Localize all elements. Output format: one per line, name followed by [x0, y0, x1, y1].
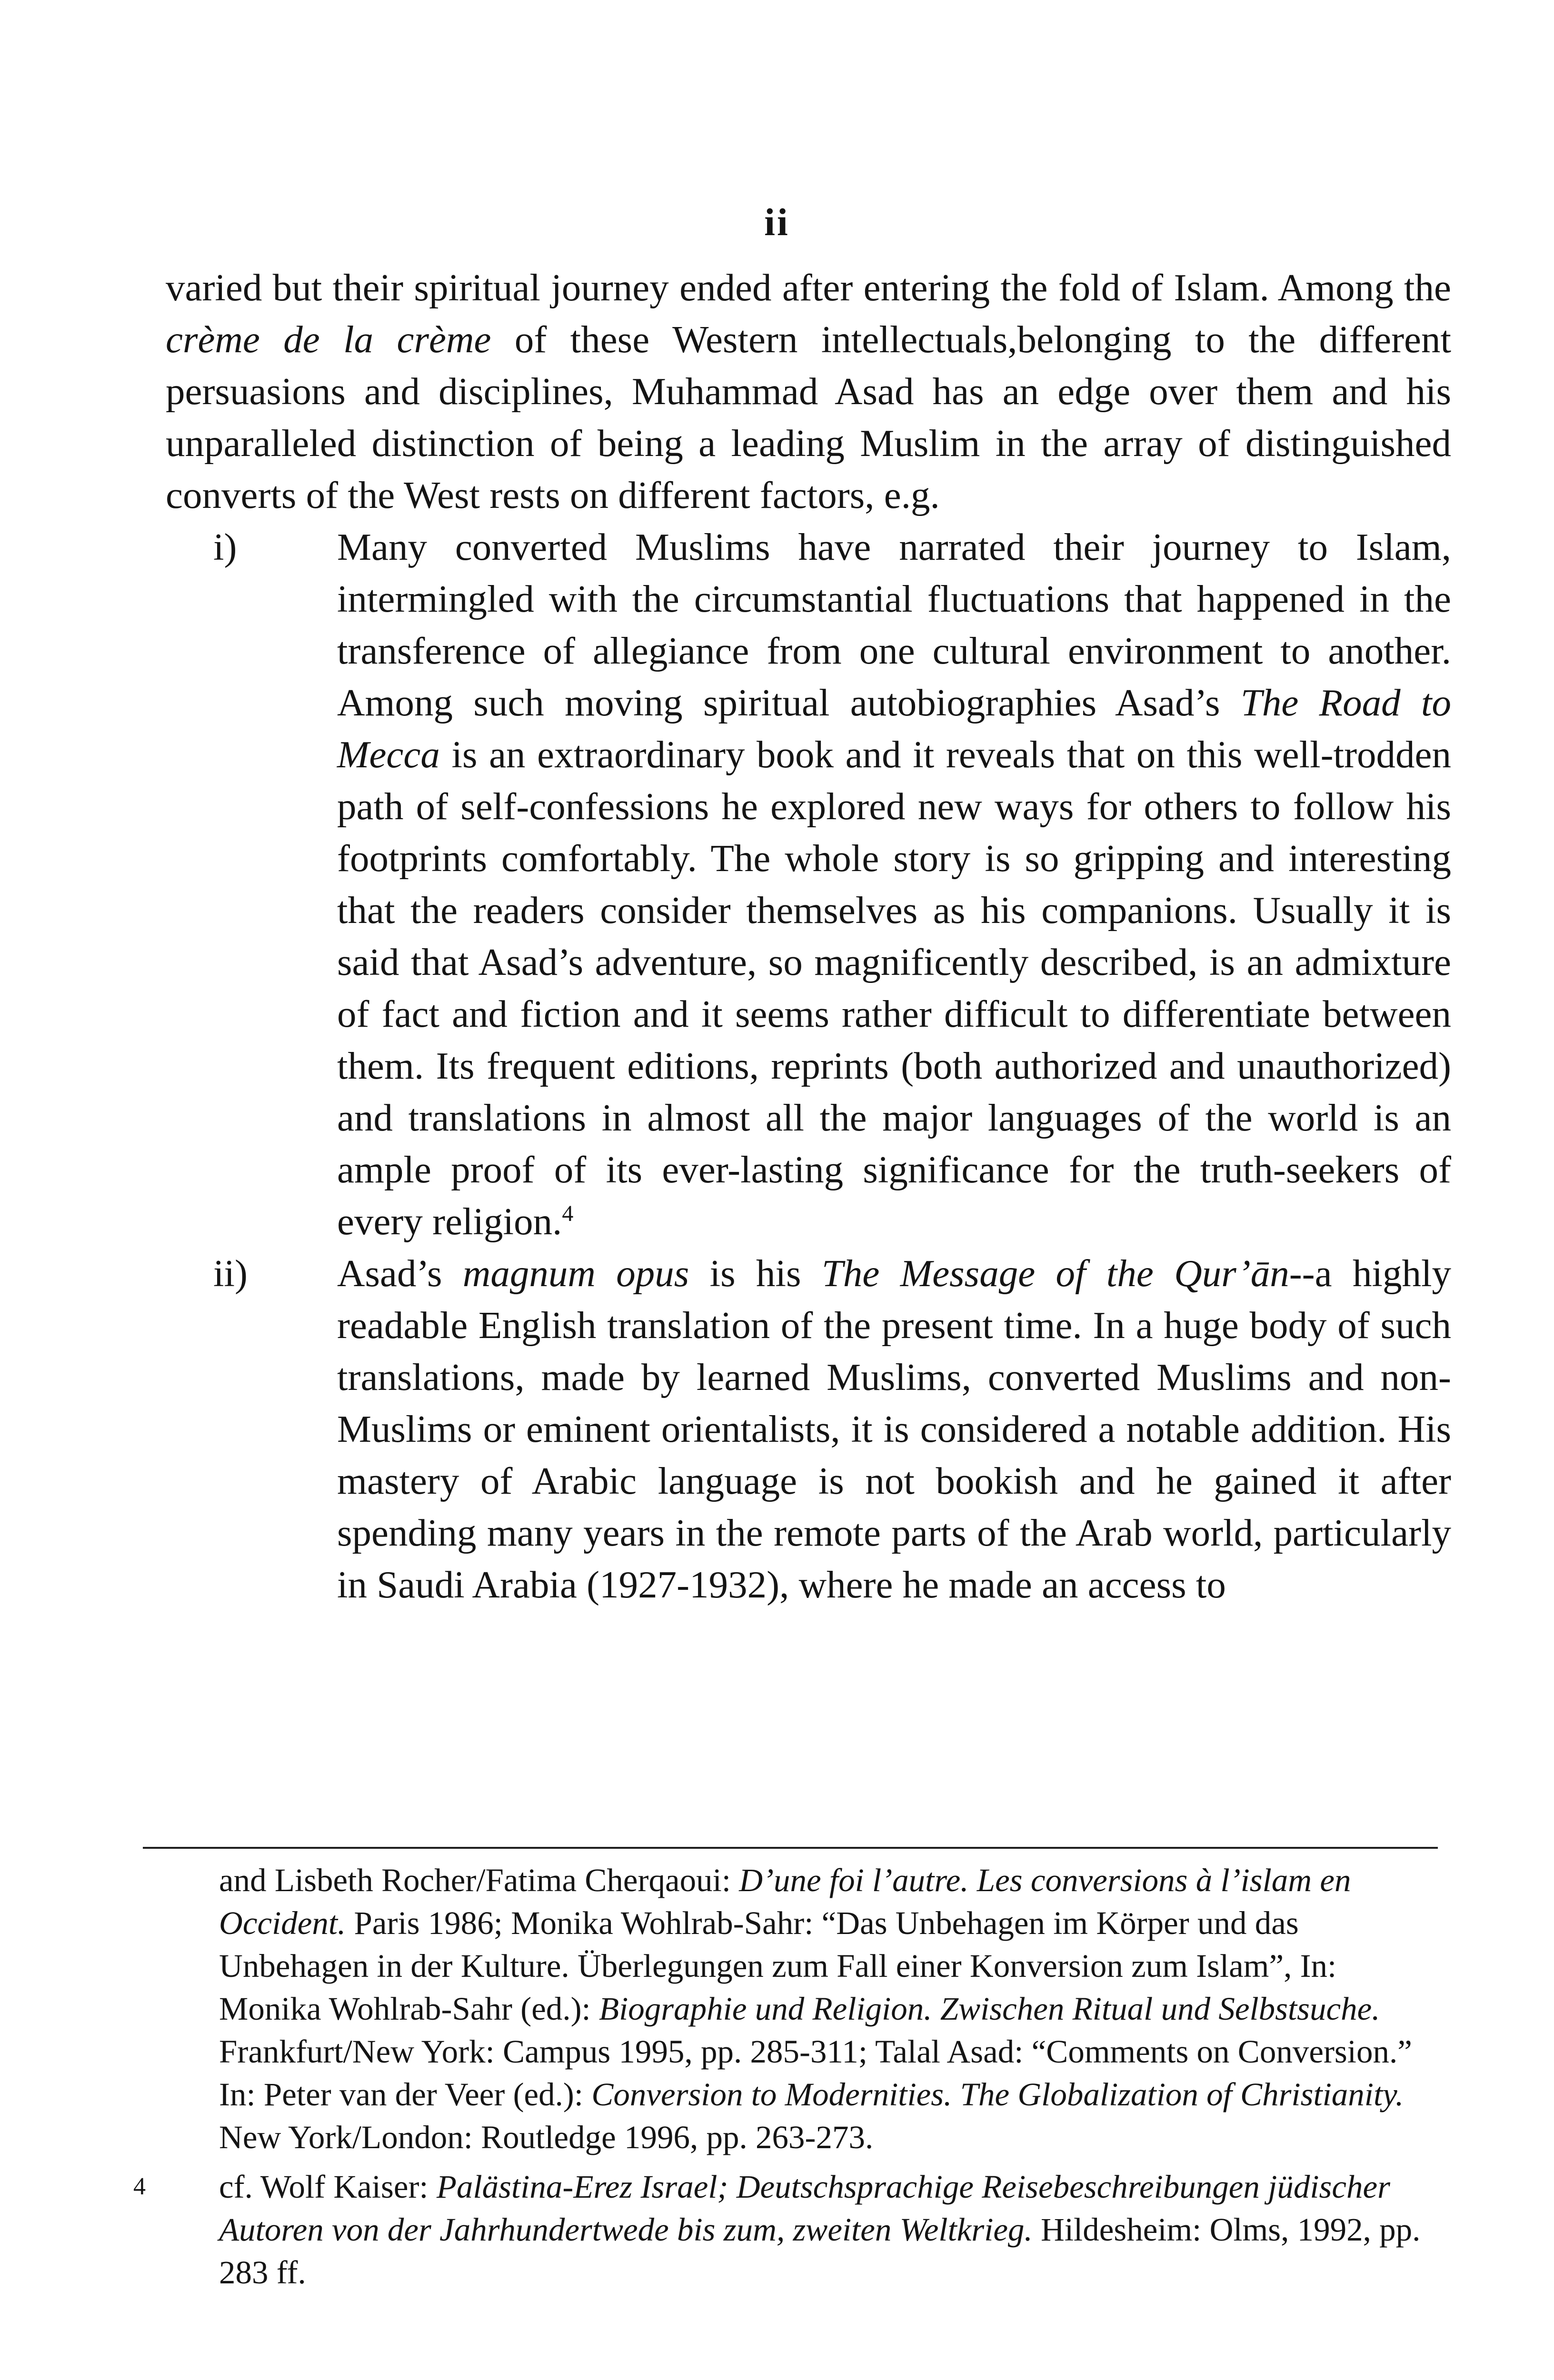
list-item-text: Many converted Muslims have narrated their journey to Islam, intermingled with the circumstantial fluctuations that happened in the transference of allegiance from one cultural environment to another. Among such moving spiritual autobiographies Asad’s — [337, 526, 1451, 724]
footnote-continued — [219, 1859, 1428, 2159]
list-item-text-end: --a highly readable English translation of the present time. In a huge body of such translations, made by learned Muslims, converted Muslims and non-Muslims or eminent orientalists, it is considered a notable addition. His mastery of Arabic language is not bookish and he gained it after spending many years in the remote parts of the Arab world, particularly in Saudi Arabia (1927-1932), where he made an access to — [337, 1252, 1451, 1606]
footnote-text: Frankfurt/New York: Campus 1995, pp. 285-311; Talal Asad: “Comments on Conversion.” In: Peter van der Veer (ed.): — [219, 2033, 1412, 2112]
footnote-title: Biographie und Religion. Zwischen Ritual und Selbstsuche. — [598, 1991, 1380, 2027]
list-marker: ii) — [213, 1252, 248, 1295]
footnote-text: cf. Wolf Kaiser: — [219, 2169, 437, 2205]
intro-text: varied but their spiritual journey ended after entering the fold of Islam. Among the — [166, 266, 1451, 309]
footnote-marker: 4 — [133, 2173, 146, 2200]
footnote-text: New York/London: Routledge 1996, pp. 263-273. — [219, 2119, 874, 2155]
intro-paragraph — [166, 262, 1451, 521]
footnote-4 — [133, 2165, 1428, 2294]
list-item-text-continued: is his — [689, 1252, 822, 1295]
footnote-reference: 4 — [562, 1201, 574, 1226]
footnote-title: Conversion to Modernities. The Globalization of Christianity. — [591, 2076, 1404, 2112]
list-item-text: Asad’s — [337, 1252, 463, 1295]
footnote-text: and Lisbeth Rocher/Fatima Cherqaoui: — [219, 1862, 739, 1898]
list-item-1 — [166, 521, 1451, 1248]
book-title: The Message of the Qur’ān — [821, 1252, 1289, 1295]
footnotes — [133, 1859, 1428, 2301]
intro-text-continued: of these Western intellectuals,belonging to the different persuasions and disciplines, Muhammad Asad has an edge over them and his unparalleled distinction of being a leading Muslim in the array of distinguished converts of the West rests on different factors, e.g. — [166, 318, 1451, 516]
footnote-text: Hildesheim: Olms, 1992, pp. 283 ff. — [219, 2211, 1421, 2291]
footnote-divider — [143, 1847, 1438, 1849]
list-item-2 — [166, 1248, 1451, 1611]
body-text — [166, 262, 1451, 1611]
list-marker: i) — [213, 526, 237, 568]
latin-phrase: magnum opus — [462, 1252, 689, 1295]
book-title: The Road to Mecca — [337, 681, 1451, 776]
page-number: ii — [764, 200, 790, 244]
numbered-list — [166, 521, 1451, 1611]
footnote-title: D’une foi l’autre. Les conversions à l’islam en Occident. — [219, 1862, 1351, 1941]
intro-phrase: crème de la crème — [166, 318, 491, 361]
list-item-text-continued: is an extraordinary book and it reveals that on this well-trodden path of self-confessions he explored new ways for others to follow his footprints comfortably. The whole story is so gripping and interesting that the readers consider themselves as his companions. Usually it is said that Asad’s adventure, so magnificently described, is an admixture of fact and fiction and it seems rather difficult to differentiate between them. Its frequent editions, reprints (both authorized and unauthorized) and translations in almost all the major languages of the world is an ample proof of its ever-lasting significance for the truth-seekers of every religion. — [337, 733, 1451, 1243]
footnote-title: Palästina-Erez Israel; Deutschsprachige Reisebeschreibungen jüdischer Autoren von der Jahrhundertwede bis zum, zweiten Weltkrieg. — [219, 2169, 1390, 2248]
footnote-text: Paris 1986; Monika Wohlrab-Sahr: “Das Unbehagen im Körper und das Unbehagen in der Kulture. Überlegungen zum Fall einer Konversion zum Islam”, In: Monika Wohlrab-Sahr (ed.): — [219, 1905, 1337, 2027]
